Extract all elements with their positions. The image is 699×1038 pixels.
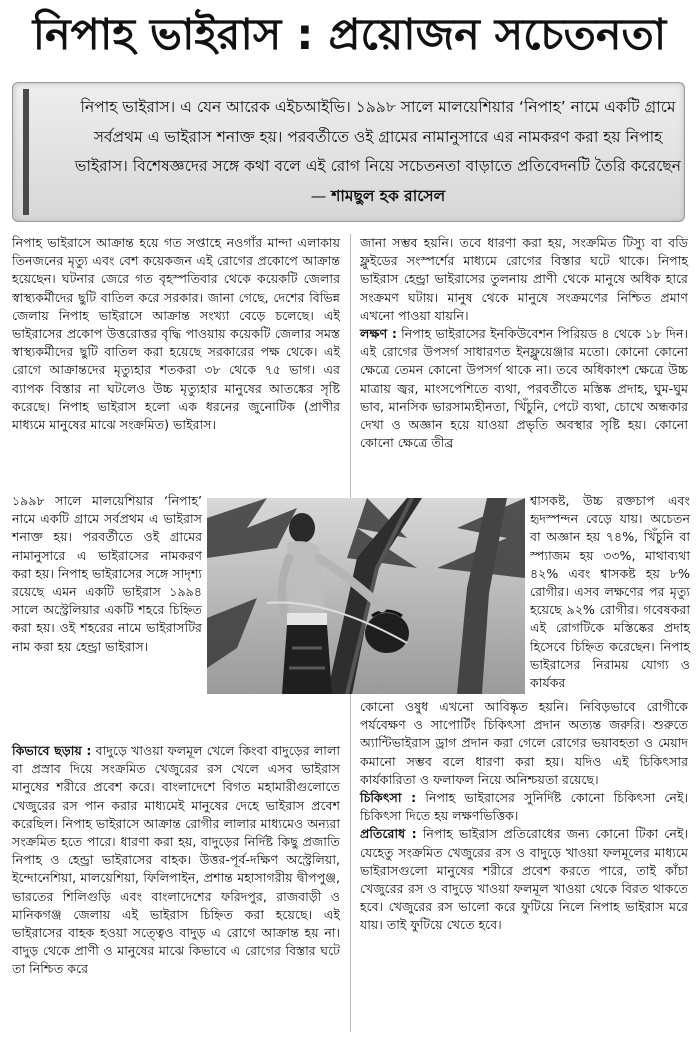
article-paragraph [360, 825, 688, 934]
article-paragraph [360, 325, 688, 452]
article-column-left-narrow [12, 492, 202, 656]
page-title: নিপাহ ভাইরাস : প্রয়োজন সচেতনতা [32, 10, 667, 60]
section-heading-symptoms: লক্ষণ : [360, 326, 397, 342]
intro-paragraph: নিপাহ ভাইরাস। এ যেন আরেক এইচআইভি। ১৯৯৮ সালে মালয়েশিয়ার ‘নিপাহ’ নামে একটি গ্রামে সর্বপ্রথম এ ভাইরাস শনাক্ত হয়। পরবর্তীতে ওই গ্রামের নামানুসারে এর নামকরণ করা হয় নিপাহ ভাইরাস। বিশেষজ্ঞদের সঙ্গে কথা বলে এই রোগ নিয়ে সচেতনতা বাড়াতে প্রতিবেদনটি তৈরি করেছেন— [74, 98, 682, 205]
section-text-treatment: নিপাহ ভাইরাসের সুনির্দিষ্ট কোনো চিকিৎসা নেই। চিকিৎসা দিতে হয় লক্ষণভিত্তিক। [360, 790, 688, 824]
article-paragraph: ১৯৯৮ সালে মালয়েশিয়ার ‘নিপাহ’ নামে একটি গ্রামে সর্বপ্রথম এ ভাইরাস শনাক্ত হয়। পরবর্তীতে ওই গ্রামের নামানুসারে এ ভাইরাসের নামকরণ করা হয়। নিপাহ ভাইরাসের সঙ্গে সাদৃশ্য রয়েছে এমন একটি ভাইরাস ১৯৯৪ সালে অস্ট্রেলিয়ার একটি শহরে চিহ্নিত করা হয়। ওই শহরের নামে ভাইরাসটির নাম করা হয় হেন্ড্রা ভাইরাস। [12, 493, 202, 654]
section-text-symptoms: নিপাহ ভাইরাসের ইনকিউবেশন পিরিয়ড ৪ থেকে ১৮ দিন। এই রোগের উপসর্গ সাধারণত ইনফ্লুয়েঞ্জার মতো। কোনো কোনো ক্ষেত্রে তেমন কোনো উপসর্গ থাকে না। তবে অধিকাংশ ক্ষেত্রে উচ্চ মাত্রায় জ্বর, মাংসপেশিতে ব্যথা, পরবর্তীতে মস্তিষ্ক প্রদাহ, ঘুম-ঘুম ভাব, মানসিক ভারসাম্যহীনতা, খিঁচুনি, পেটে ব্যথা, চোখে অন্ধকার দেখা ও অজ্ঞান হয়ে যাওয়া প্রভৃতি অবস্থার সৃষ্টি হয়। কোনো কোনো ক্ষেত্রে তীব্র [360, 326, 688, 451]
article-column-left-bottom [12, 742, 340, 979]
section-text-prevention: নিপাহ ভাইরাস প্রতিরোধের জন্য কোনো টিকা নেই। যেহেতু সংক্রমিত খেজুরের রস ও বাদুড়ে খাওয়া ফলমূলের মাধ্যমে ভাইরাসগুলো মানুষের শরীরে প্রবেশ করতে পারে, তাই কাঁচা খেজুরের রস ও বাদুড়ে খাওয়া ফলমূল খাওয়া থেকে বিরত থাকতে হবে। খেজুরের রস ভালো করে ফুটিয়ে নিলে নিপাহ ভাইরাস মরে যায়। তাই ফুটিয়ে খেতে হবে। [360, 826, 688, 933]
article-paragraph [360, 789, 688, 825]
date-palm-photo-image [207, 498, 525, 694]
intro-text [73, 93, 683, 211]
section-heading-treatment: চিকিৎসা : [360, 790, 417, 806]
intro-accent-bar [23, 89, 29, 215]
article-paragraph [12, 742, 340, 979]
article-paragraph: শ্বাসকষ্ট, উচ্চ রক্তচাপ এবং হৃদস্পন্দন বেড়ে যায়। অচেতন বা অজ্ঞান হয় ৭৪%, খিঁচুনি বা স্প্যাজম হয় ৩৩%, মাথাব্যথা ৪২% এবং শ্বাসকষ্ট হয় ৮% রোগীর। এসব লক্ষণের পর মৃত্যু হয়েছে ৯২% রোগীর। গবেষকরা এই রোগটিকে মস্তিষ্কের প্রদাহ হিসেবে চিহ্নিত করেছেন। নিপাহ ভাইরাসের নিরাময় যোগ্য ও কার্যকর [530, 493, 690, 691]
article-paragraph: নিপাহ ভাইরাসে আক্রান্ত হয়ে গত সপ্তাহে নওগাঁর মান্দা এলাকায় তিনজনের মৃত্যু এবং বেশ কয়েকজন এই রোগের প্রকোপে আক্রান্ত হয়েছেন। ঘটনার জেরে গত বৃহস্পতিবার থেকে কয়েকটি জেলার স্বাস্থ্যকর্মীদের ছুটি বাতিল করে সরকার। জানা গেছে, দেশের বিভিন্ন জেলায় নিপাহ ভাইরাসে আক্রান্ত সংখ্যা বেড়ে চলেছে। এই ভাইরাসের প্রকোপ উত্তরোত্তর বৃদ্ধি পাওয়ায় কয়েকটি জেলার সমস্ত স্বাস্থ্যকর্মীদের ছুটি বাতিল করা হয়েছে সরকারের পক্ষ থেকে। এই রোগে আক্রান্তদের মৃত্যুহার শতকরা ৩৮ থেকে ৭৫ ভাগ। এর ব্যাপক বিস্তার না ঘটলেও উচ্চ মৃত্যুহার মানুষের আতঙ্কের সৃষ্টি করেছে। নিপাহ ভাইরাস হলো এক ধরনের জুনোটিক (প্রাণীর মাধ্যমে মানুষের মাঝে সংক্রমিত) ভাইরাস। [12, 235, 340, 433]
article-column-left-top [12, 234, 340, 434]
section-text-spread: বাদুড়ে খাওয়া ফলমূল খেলে কিংবা বাদুড়ের লালা বা প্রস্রাব দিয়ে সংক্রমিত খেজুরের রস খেলে এসব ভাইরাস মানুষের শরীরে প্রবেশ করে। বাংলাদেশে বিগত মহামারীগুলোতে খেজুরের রস পান করার মাধ্যমেই মানুষের দেহে ভাইরাস প্রবেশ করেছিল। নিপাহ ভাইরাসে আক্রান্ত রোগীর লালার মাধ্যমেও অন্যরা সংক্রমিত হতে পারে। ধারণা করা হয়, বাদুড়ের নির্দিষ্ট কিছু প্রজাতি নিপাহ ও হেন্ড্রা ভাইরাসের বাহক। উত্তর-পূর্ব-দক্ষিণ অস্ট্রেলিয়া, ইন্দোনেশিয়া, মালয়েশিয়া, ফিলিপাইন, প্রশান্ত মহাসাগরীয় দ্বীপপুঞ্জ, ভারতের শিলিগুড়ি এবং বাংলাদেশের ফরিদপুর, রাজবাড়ী ও মানিকগঞ্জ জেলায় এই ভাইরাস চিহ্নিত করা হয়েছে। এই ভাইরাসের বাহক হওয়া সত্ত্বেও বাদুড় এ রোগে আক্রান্ত হয় না। বাদুড় থেকে প্রাণী ও মানুষের মাঝে কিভাবে এ রোগের বিস্তার ঘটে তা নিশ্চিত করে [12, 743, 340, 977]
article-column-right-top [360, 234, 688, 452]
article-column-right-bottom [360, 698, 688, 935]
intro-box [12, 82, 685, 222]
article-photo [207, 498, 525, 694]
article-paragraph: কোনো ওষুধ এখনো আবিষ্কৃত হয়নি। নিবিড়ভাবে রোগীকে পর্যবেক্ষণ ও সাপোর্টিং চিকিৎসা প্রদান অত্যন্ত জরুরি। শুরুতে অ্যান্টিভাইরাস ড্রাগ প্রদান করা গেলে রোগের ভয়াবহতা ও মেয়াদ কমানো সম্ভব বলে ধারণা করা হয়। যদিও এই চিকিৎসার কার্যকারিতা ও ফলাফল নিয়ে অনিশ্চয়তা রয়েছে। [360, 699, 688, 787]
article-paragraph: জানা সম্ভব হয়নি। তবে ধারণা করা হয়, সংক্রমিত টিস্যু বা বডি ফ্লুইডের সংস্পর্শের মাধ্যমে রোগের বিস্তার ঘটে থাকে। নিপাহ ভাইরাস হেন্ড্রা ভাইরাসের তুলনায় প্রাণী থেকে মানুষে অধিক হারে সংক্রমণ ঘটায়। মানুষ থেকে মানুষে সংক্রমণের নিশ্চিত প্রমাণ এখনো পাওয়া যায়নি। [360, 235, 688, 323]
section-heading-prevention: প্রতিরোধ : [360, 826, 417, 842]
section-heading-spread: কিভাবে ছড়ায় : [12, 743, 92, 758]
author-byline: শামছুল হক রাসেল [331, 186, 446, 205]
article-column-right-narrow [530, 492, 690, 692]
